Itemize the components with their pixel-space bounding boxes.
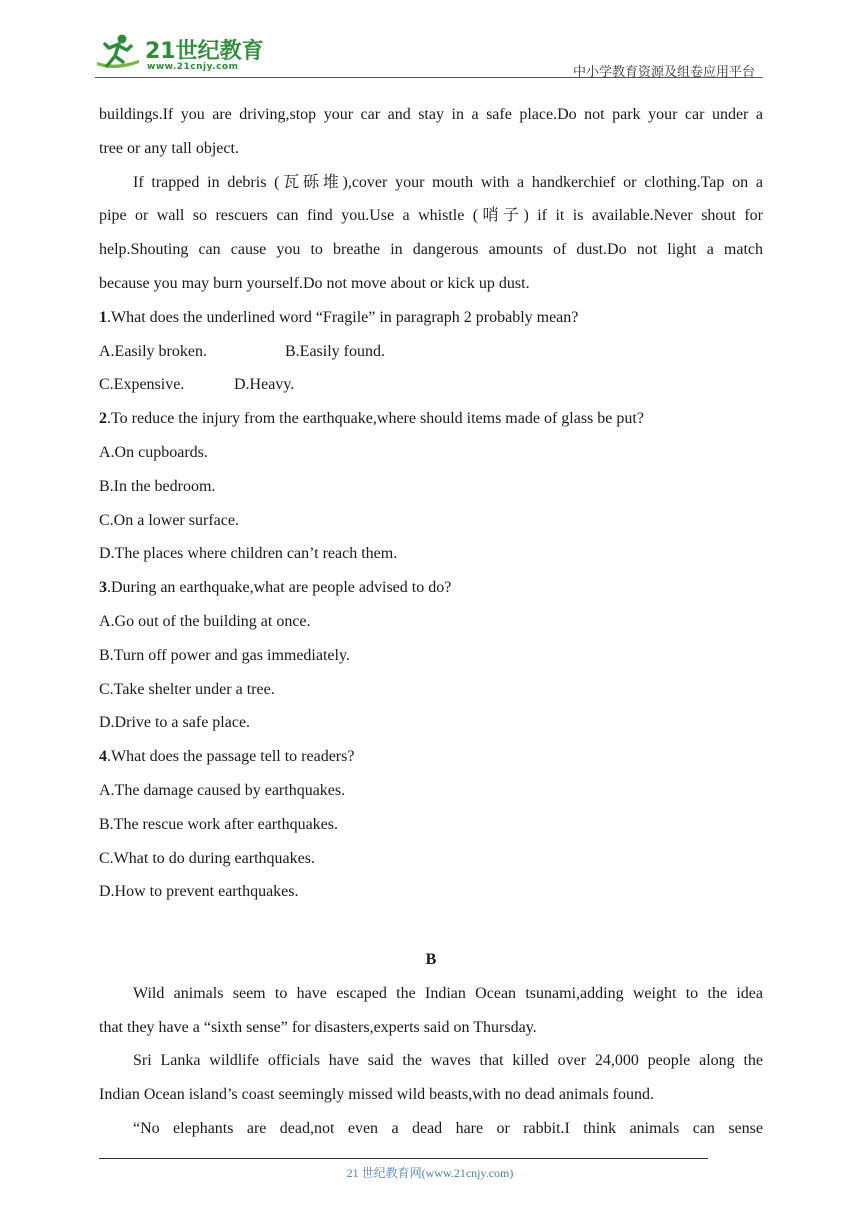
question-3-stem <box>99 571 763 605</box>
logo-brand-text: 21世纪教育 <box>145 39 264 64</box>
page-footer: 21 世纪教育网(www.21cnjy.com) <box>346 1166 514 1180</box>
question-text: .To reduce the injury from the earthquake,where should items made of glass be put? <box>107 410 644 428</box>
option-c: C.Expensive. <box>99 376 185 394</box>
blank-spacer <box>99 909 763 943</box>
question-text: .What does the underlined word “Fragile” in paragraph 2 probably mean? <box>107 308 579 326</box>
site-logo <box>95 32 265 74</box>
question-2-stem <box>99 402 763 436</box>
page-header <box>95 30 763 78</box>
paragraph-line: because you may burn yourself.Do not move about or kick up dust. <box>99 274 530 292</box>
question-1-stem <box>99 301 763 335</box>
option-d: D.The places where children can’t reach them. <box>99 545 398 563</box>
paragraph-line: help.Shouting can cause you to breathe in dangerous amounts of dust.Do not light a match <box>99 241 763 259</box>
option-a: A.Go out of the building at once. <box>99 612 311 630</box>
question-4-stem <box>99 740 763 774</box>
question-number: 3 <box>99 579 107 597</box>
question-text: .What does the passage tell to readers? <box>107 748 355 766</box>
option-a: A.Easily broken. <box>99 342 207 360</box>
logo-url-text: www.21cnjy.com <box>147 62 239 72</box>
option-d: D.How to prevent earthquakes. <box>99 883 299 901</box>
paragraph-line: Indian Ocean island’s coast seemingly missed wild beasts,with no dead animals found. <box>99 1086 654 1104</box>
question-number: 4 <box>99 748 107 766</box>
option-c: C.What to do during earthquakes. <box>99 849 315 867</box>
option-c: C.Take shelter under a tree. <box>99 680 275 698</box>
paragraph-line: “No elephants are dead,not even a dead hare or rabbit.I think animals can sense <box>133 1119 763 1137</box>
runner-logo-icon <box>95 32 141 74</box>
option-d: D.Drive to a safe place. <box>99 714 251 732</box>
question-text: .During an earthquake,what are people advised to do? <box>107 579 452 597</box>
option-c: C.On a lower surface. <box>99 511 239 529</box>
option-b: B.In the bedroom. <box>99 477 216 495</box>
section-heading: B <box>425 950 437 968</box>
option-a: A.The damage caused by earthquakes. <box>99 781 346 799</box>
header-divider <box>95 77 763 78</box>
question-1-options-row1 <box>99 335 763 369</box>
paragraph-line: tree or any tall object. <box>99 139 239 157</box>
paragraph-line: Sri Lanka wildlife officials have said the waves that killed over 24,000 people along the <box>133 1052 763 1070</box>
option-b: B.The rescue work after earthquakes. <box>99 815 338 833</box>
option-b: B.Easily found. <box>285 342 385 360</box>
question-number: 2 <box>99 410 107 428</box>
header-platform-text: 中小学教育资源及组卷应用平台 <box>572 65 755 80</box>
paragraph-line: buildings.If you are driving,stop your car and stay in a safe place.Do not park your car under a <box>99 106 763 123</box>
paragraph-line: that they have a “sixth sense” for disasters,experts said on Thursday. <box>99 1018 537 1036</box>
question-1-options-row2 <box>99 368 763 402</box>
question-number: 1 <box>99 308 107 326</box>
paragraph-line: pipe or wall so rescuers can find you.Use a whistle (哨子) if it is available.Never shout for <box>99 207 763 225</box>
option-a: A.On cupboards. <box>99 443 208 461</box>
option-d: D.Heavy. <box>234 376 295 394</box>
document-body <box>99 98 763 1146</box>
option-b: B.Turn off power and gas immediately. <box>99 646 350 664</box>
paragraph-line: If trapped in debris (瓦砾堆),cover your mouth with a handkerchief or clothing.Tap on a <box>133 173 763 191</box>
paragraph-line: Wild animals seem to have escaped the Indian Ocean tsunami,adding weight to the idea <box>133 984 763 1002</box>
footer-divider <box>99 1158 708 1159</box>
